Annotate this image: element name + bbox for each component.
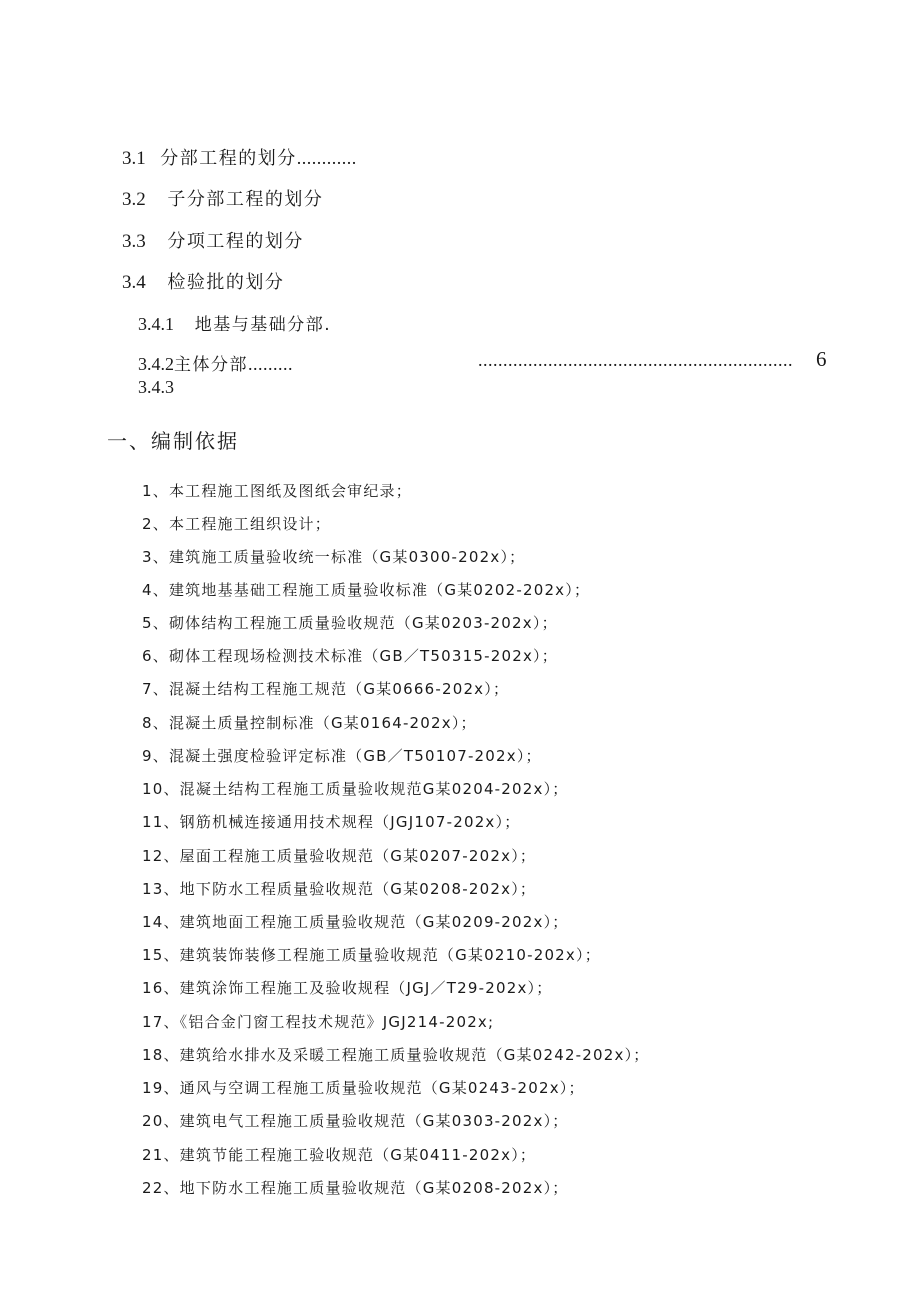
reference-item: 15、建筑装饰装修工程施工质量验收规范（G某0210-202x）； — [142, 946, 601, 964]
toc-label: 检验批的划分 — [167, 272, 285, 293]
toc-item-3-2 — [122, 185, 323, 211]
toc-label: 分部工程的划分 — [160, 148, 297, 169]
toc-number: 3.2 — [122, 189, 146, 210]
reference-item: 20、建筑电气工程施工质量验收规范（G某0303-202x）； — [142, 1112, 569, 1130]
reference-item: 14、建筑地面工程施工质量验收规范（G某0209-202x）； — [142, 913, 569, 931]
reference-item: 12、屋面工程施工质量验收规范（G某0207-202x）； — [142, 847, 537, 865]
reference-item: 18、建筑给水排水及采暖工程施工质量验收规范（G某0242-202x）； — [142, 1046, 650, 1064]
reference-item: 11、钢筋机械连接通用技术规程（JGJ107-202x）； — [142, 813, 521, 831]
toc-label: 分项工程的划分 — [167, 231, 304, 252]
reference-item: 10、混凝土结构工程施工质量验收规范G某0204-202x）； — [142, 780, 569, 798]
toc-number: 3.3 — [122, 231, 146, 252]
reference-item: 8、混凝土质量控制标准（G某0164-202x）； — [142, 714, 477, 732]
toc-item-3-4-3 — [138, 377, 174, 398]
toc-dots: ......... — [248, 354, 293, 374]
toc-item-3-4-1 — [138, 310, 331, 335]
reference-item: 5、砌体结构工程施工质量验收规范（G某0203-202x）； — [142, 614, 558, 632]
toc-label: 主体分部 — [174, 355, 248, 375]
reference-item: 19、通风与空调工程施工质量验收规范（G某0243-202x）； — [142, 1079, 585, 1097]
reference-item: 9、混凝土强度检验评定标准（GB／T50107-202x）； — [142, 747, 542, 765]
toc-item-3-3 — [122, 227, 304, 253]
reference-item: 13、地下防水工程质量验收规范（G某0208-202x）； — [142, 880, 537, 898]
reference-item: 1、本工程施工图纸及图纸会审纪录； — [142, 482, 412, 500]
toc-leader-dots: ............................................................... — [478, 350, 793, 370]
section-title: 一、编制依据 — [107, 429, 239, 453]
toc-number: 3.4.3 — [138, 377, 174, 397]
toc-item-3-4-2 — [138, 350, 293, 375]
reference-item: 21、建筑节能工程施工验收规范（G某0411-202x）； — [142, 1146, 537, 1164]
reference-item: 6、砌体工程现场检测技术标准（GB／T50315-202x）； — [142, 647, 558, 665]
toc-number: 3.1 — [122, 148, 146, 169]
toc-item-3-1 — [122, 144, 357, 170]
toc-dots: ............ — [296, 148, 357, 168]
reference-item: 16、建筑涂饰工程施工及验收规程（JGJ／T29-202x）； — [142, 979, 553, 997]
reference-item: 22、地下防水工程施工质量验收规范（G某0208-202x）； — [142, 1179, 569, 1197]
toc-label: 地基与基础分部. — [194, 315, 332, 335]
toc-page-number: 6 — [816, 347, 827, 371]
toc-number: 3.4.2 — [138, 354, 174, 374]
reference-item: 2、本工程施工组织设计； — [142, 515, 331, 533]
toc-item-3-4 — [122, 268, 284, 294]
reference-item: 17、《铝合金门窗工程技术规范》JGJ214-202x; — [142, 1013, 495, 1031]
toc-label: 子分部工程的划分 — [167, 189, 324, 210]
reference-item: 4、建筑地基基础工程施工质量验收标准（G某0202-202x）； — [142, 581, 591, 599]
reference-item: 3、建筑施工质量验收统一标准（G某0300-202x）； — [142, 548, 526, 566]
reference-item: 7、混凝土结构工程施工规范（G某0666-202x）； — [142, 680, 510, 698]
toc-number: 3.4 — [122, 272, 146, 293]
toc-number: 3.4.1 — [138, 314, 174, 334]
